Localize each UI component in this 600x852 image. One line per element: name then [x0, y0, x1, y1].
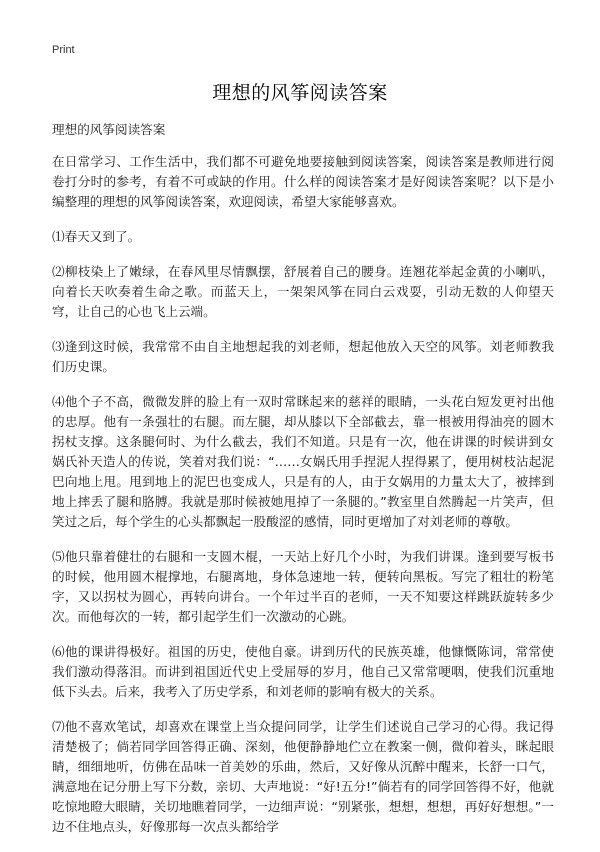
paragraph-4: ⑷他个子不高，微微发胖的脸上有一双时常眯起来的慈祥的眼睛，一头花白短发更衬出他的忠厚。他有一条强壮的右腿。而左腿，却从膝以下全部截去，靠一根被用得油亮的圆木拐杖支撑。这条腿何时、为什么截去，我们不知道。只是有一次，他在讲课的时候讲到女娲氏补天造人的传说，笑着对我们说：“……女娲氏用手捏泥人捏得累了，便用树枝沾起泥巴向地上甩。甩到地上的泥巴也变成人，只是有的人，由于女娲用的力量太大了，被摔到地上摔丢了腿和胳膊。我就是那时候被她甩掉了一条腿的。”教室里自然腾起一片笑声，但笑过之后，每个学生的心头都飘起一股酸涩的感情，同时更增加了对刘老师的尊敬。 [52, 394, 554, 529]
paragraph-7: ⑺他不喜欢笔试，却喜欢在课堂上当众提问同学，让学生们述说自己学习的心得。我记得清楚极了；倘若同学回答得正确、深刻，他便静静地伫立在教案一侧，微仰着头，眯起眼睛，细细地听，仿佛在品味一首美妙的乐曲，然后，又好像从沉醉中醒来，长舒一口气，满意地在记分册上写下分数，亲切、大声地说：“好!五分!”倘若有的同学回答得不好，他就吃惊地瞪大眼睛，关切地瞧着同学，一边细声说：“别紧张，想想，想想，再好好想想。”一边不住地点头，好像那每一次点头都给学 [52, 719, 554, 834]
paragraph-2: ⑵柳枝染上了嫩绿，在春风里尽情飘摆，舒展着自己的腰身。连翘花举起金黄的小喇叭，向着长天吹奏着生命之歌。而蓝天上，一架架风筝在同白云戏耍，引动无数的人仰望天穹，让自己的心也飞上云端。 [52, 264, 554, 319]
article-body [52, 120, 554, 852]
paragraph-intro: 在日常学习、工作生活中，我们都不可避免地要接触到阅读答案，阅读答案是教师进行阅卷打分时的参考，有着不可或缺的作用。什么样的阅读答案才是好阅读答案呢？以下是小编整理的理想的风筝阅读答案，欢迎阅读，希望大家能够喜欢。 [52, 154, 554, 209]
paragraph-1: ⑴春天又到了。 [52, 229, 141, 244]
article-subtitle: 理想的风筝阅读答案 [52, 122, 166, 137]
paragraph-6: ⑹他的课讲得极好。祖国的历史，使他自豪。讲到历代的民族英雄，他慷慨陈词，常常使我们激动得落泪。而讲到祖国近代史上受屈辱的岁月，他自己又常常哽咽，使我们沉重地低下头去。后来，我考入了历史学系，和刘老师的影响有极大的关系。 [52, 644, 554, 699]
page-title: 理想的风筝阅读答案 [212, 82, 388, 104]
print-link[interactable]: Print [52, 44, 75, 56]
paragraph-3: ⑶逢到这时候，我常常不由自主地想起我的刘老师，想起他放入天空的风筝。刘老师教我们历史课。 [52, 339, 554, 374]
paragraph-5: ⑸他只靠着健壮的右腿和一支圆木棍，一天站上好几个小时，为我们讲课。逢到要写板书的时候，他用圆木棍撑地，右腿离地，身体急速地一转，便转向黑板。写完了粗壮的粉笔字，又以拐杖为圆心，再转向讲台。一个年过半百的老师，一天不知要这样跳跃旋转多少次。而他每次的一转，都引起学生们一次激动的心跳。 [52, 549, 554, 624]
